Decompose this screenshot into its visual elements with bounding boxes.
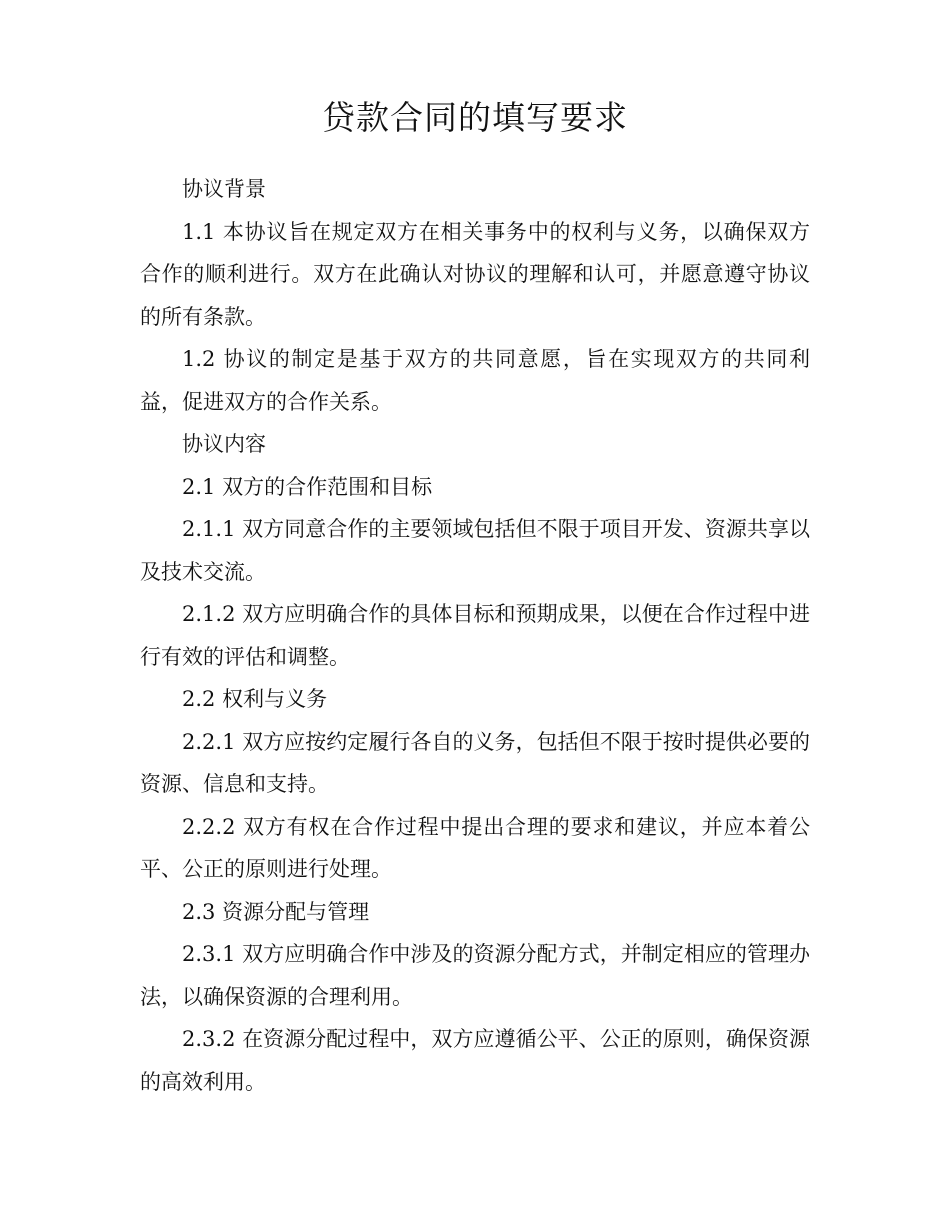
paragraph-content-heading: 协议内容 [182, 432, 266, 456]
paragraph-1-2: 1.2 协议的制定是基于双方的共同意愿，旨在实现双方的共同利益，促进双方的合作关系。 [140, 347, 810, 414]
paragraph-2-2-2: 2.2.2 双方有权在合作过程中提出合理的要求和建议，并应本着公平、公正的原则进行处理。 [140, 814, 810, 881]
paragraph-2-3-2: 2.3.2 在资源分配过程中，双方应遵循公平、公正的原则，确保资源的高效利用。 [140, 1027, 810, 1094]
paragraph-2-3: 2.3 资源分配与管理 [182, 899, 370, 924]
document-title: 贷款合同的填写要求 [322, 98, 628, 137]
paragraph-2-2: 2.2 权利与义务 [182, 687, 328, 711]
paragraph-2-2-1: 2.2.1 双方应按约定履行各自的义务，包括但不限于按时提供必要的资源、信息和支持。 [140, 729, 810, 796]
paragraph-2-1: 2.1 双方的合作范围和目标 [182, 474, 433, 499]
paragraph-2-1-2: 2.1.2 双方应明确合作的具体目标和预期成果，以便在合作过程中进行有效的评估和调整。 [140, 602, 810, 669]
paragraph-1-1: 1.1 本协议旨在规定双方在相关事务中的权利与义务，以确保双方合作的顺利进行。双方在此确认对协议的理解和认可，并愿意遵守协议的所有条款。 [140, 219, 810, 329]
document-body [140, 168, 810, 1103]
paragraph-2-3-1: 2.3.1 双方应明确合作中涉及的资源分配方式，并制定相应的管理办法，以确保资源的合理利用。 [140, 942, 810, 1009]
paragraph-2-1-1: 2.1.1 双方同意合作的主要领域包括但不限于项目开发、资源共享以及技术交流。 [140, 517, 810, 584]
paragraph-background-heading: 协议背景 [182, 177, 266, 201]
